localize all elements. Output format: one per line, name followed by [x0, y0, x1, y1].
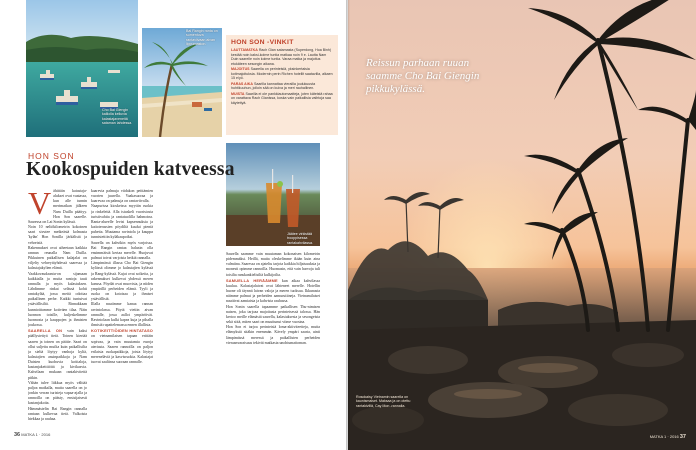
paragraph: Saarella on kahvikin myös varjoissa. Bai Rangin rantaa halusin olla ensimmäistä kertaa merelle. Huojuvat palmut toivat varjoisia hetkiä rannalla.: [91, 240, 153, 261]
text-column-3: [226, 252, 320, 430]
tip-item: [231, 92, 333, 106]
paragraph-text: ähittäin katastaja-alukset ovat vaatassa, kun alle tunnin merimatkan jälkeen Nam Duilla päättyy. Hon Son saarelle. Saaressa on Lai Sonin kylässä.: [28, 189, 87, 224]
article-headline: Kookospuiden katveessa: [26, 159, 235, 180]
tip-label: MAJOITUS: [231, 67, 250, 71]
tip-text: Saarilla kannattaa vierailla joulukuusta huhtikuuhun, jolloin sää on kuiva ja meri rauhallinen.: [231, 81, 316, 90]
tip-text: Rach Gian satamasta (Superdong, Hoa Binh) kestää noin kaksi-kolme tuntia matkaa noin 9 e. Lautta Nam Duin saarelle noin kolme tuntia. Varaa matka ja majoitus etukäteen sesongin aikana.: [231, 48, 332, 66]
tips-title: HON SON -VINKIT: [231, 39, 294, 46]
page-number: 37: [679, 434, 686, 440]
article-kicker: HON SON: [28, 151, 75, 161]
paragraph-text: kun aikaa kahvilassa kuuluu. Kalastajalaivat ovat lähteneet merelle. Hotellin huone oli täynnä laivan valoja ja meren tuoksua. Ikkunasta näimme palmut ja perheiden aamurutiineja. Vietnamilaiset nauttivat aamiaista ja kahvista rauhassa.: [226, 278, 320, 304]
paragraph-text: on vietnamilaisen tapaan erittäin sopivaa, ja vain muutamia euroja ateriasta. Saaren rannoilla on paljon erilaisia ruokapaikkoja, joista löytyy mereneläviä ja kasvisruokia. Kalastajat tuovat saaliinsa suoraan rannalle.: [91, 334, 153, 365]
pull-quote: Reissun parhaan ruuan saamme Cho Bai Giengin pikkukylässä.: [366, 57, 480, 96]
lead-label: SAARELLA ON: [28, 328, 63, 334]
tip-label: LAUTTAMATKA: [231, 48, 258, 52]
paragraph: kaarevia palmuja viidakon peittämien vuorten juurella. Vaakasuoraa ja kaarevaa on palmuja on rantaviivalla.: [91, 189, 153, 204]
right-page: [348, 0, 696, 450]
tip-label: PARAS AIKA: [231, 81, 253, 86]
tip-text: Saarella on perinteisiä, yksinkertaisia kotimajoituksia. Modernin perin Richen hotellit saatavilla, alkaen 15 e/yö.: [231, 67, 333, 80]
tip-text: Saarilla ei ole pankkiautomaatteja, joten käteistä rahaa on varattava Rach Gianissa, koska vain paikallisia vaihtoja saa käytettyä.: [231, 91, 333, 105]
spread-gutter: [346, 0, 350, 450]
photo1-caption: Cho Bai Giengin kalliolla kelluvia kalastajaveneitä sataman lahdessa.: [102, 108, 133, 126]
paragraph: [226, 278, 320, 305]
paragraph-text: vain kaksi päällystettyä tietä. Toinen kiertää saaren ja toinen on päätie. Saari on ollut suljettu muilta kuin paikallisilta ja sieltä löytyy vanhoja kyliä, kalastajien asuinpaikkoja ja Nam Duisten kuohuvia kotitaloja, kastanjakeittiöitä ja kivikasvia. Kahvilaan mukaan rantakivitettä pitkin.: [28, 329, 87, 380]
text-column-2: [91, 189, 153, 429]
paragraph: Rakennukset ovat aiheetaan kaikkia rannan reunalla Nam Duilla. Pikkuinen paikallisen kalajalat on viljelty vehreytäyhdessä saaressa ja kalastajakylien elämä.: [28, 245, 87, 271]
drop-cap: V: [28, 189, 52, 221]
photo2-caption: Bai Rangin ranta on sumentuva rantaviivaan aivan lippumaston.: [186, 29, 218, 47]
paragraph: Naapurissa kioskeissa myytiin ruokia ja rinkeleitä. Alla istuskeli vuoristosta turistivahtia ja rantatuolilla hahmoina. Ranta-alueelle levisi kapsennuksia ja kattoterassien pöydiltä kuului pientä puhetta. Muutama ravintola ja kauppa tunnistettiin kyläkaupoiksi.: [91, 204, 153, 240]
paragraph: [28, 328, 87, 381]
lead-label: KOTIKEITTIÖIDEN HINTATASO: [91, 328, 153, 334]
tip-label: MUISTA: [231, 91, 245, 96]
lead-label: SAMUELLA HERÄÄMME: [226, 277, 278, 283]
paragraph: [28, 189, 87, 225]
tip-item: [231, 82, 333, 91]
paragraph: Saarella saamme vain muutaman kokonaisen kilometrin pidemmäksi. Heillä, mutta oleskelimme ikään kuin aina valmiina. Saaressa on ajateltu tarjota kaikkia hiljaisuuksia ja monesti opimme rannoilla. Huomasin, että vain harvoja tuli toisilta ranskankielisiltä kulkijoilta.: [226, 252, 320, 277]
paragraph: Vähän tulee liikkua myös välttää paljoa matkalla, mutta saarella on jo jonkin verran turisteja vapaa-ajalla ja rannoilla on päästy, ensisijaisesti kastanjakoita.: [28, 380, 87, 406]
paragraph: Illalla nautimme kanaa rannan ravintolassa. Pöytä vietiin aivan rannalle, jossa aallot ympäröivät. Ravintolaan kulki kapea kuja ja pihalla ihmisiä rupattelemassa ennen illallista.: [91, 302, 153, 328]
tips-sidebar: [226, 35, 338, 135]
text-column-1: [28, 189, 87, 429]
paragraph: Lämpimässä illassa Cho Bai Giengin kylässä olimme jo kalastajien kylässä ja Rang-kylässä. Kujat ovat soikeita, ja rakennukset kulkevat yhdessä meren kanssa. Pöydät ovat muovisia, ja niiden ympärillä perheiden elämä. Tyyli ja ruoka on kotoisaa ja ihmiset ystävällisiä.: [91, 261, 153, 302]
left-folio: [14, 432, 50, 438]
tip-item: [231, 48, 333, 66]
folio-text: MATKA 1 · 2016: [21, 432, 51, 437]
paragraph: [91, 328, 153, 365]
tip-item: [231, 67, 333, 81]
paragraph: Vaakkovaudaantu-on sijamaan kaikkialla ja mutta rantoja tauti rannalla ja myös kalastuksen. Lähdimme rinkat selässä kohti rantakylää, jossa meitä odottaa paikallinen perhe. Kaikki tuntuivat ystävällisiltä. Rinnakkaan kunnioittamme kotiväen tilaa. Näin luonnon toisille, kuljeskelimme luonnosta ja kauppojen ja ihmisten joukossa.: [28, 271, 87, 328]
page-number: 36: [14, 432, 21, 438]
photo-drinks: [226, 143, 320, 246]
paragraph: Hämmästelin Bai Rangin rannalla rantaan kulkevaa tietä. Valkoista hiekkaa ja rauhaa.: [28, 406, 87, 421]
right-folio: [650, 434, 686, 440]
photo3-caption: Jäätee virkistää trooppisessa rantakahvilassa.: [287, 232, 313, 245]
paragraph: Noin 10 neliökilometrin kokoinen saari sivutee meikeästä kolmasta 'kylän' Hon Sonilla järkälistä ja vehreistä.: [28, 225, 87, 245]
folio-text: MATKA 1 · 2016: [649, 434, 679, 439]
paragraph: Hon Son ei tarjoa perinteisiä loma-aktiviteetteja, mutta elämyksiä sitäkin enemmän. Kävely ympäri saarta, uinti lämpimässä meressä ja paikallisten perheiden vieraanvaraisuus tekivät matkasta unohtumattoman.: [226, 325, 320, 345]
right-photo-caption: Rosokaisy Vietnamin saarella on kaunismaiset. Maksaa ja on otettu rantakivillä, Cay Mon -rannalla.: [356, 395, 411, 408]
paragraph: Hon Sonin saarella tapaamme paikallisen Thu-nimisen naisen, joka tarjoaa majoitusta perinteisessä talossa. Hän kertoo meille elämästä saarella, kalastuksesta ja sesongeista sekä siitä, miten saari on muuttunut viime vuosina.: [226, 304, 320, 325]
